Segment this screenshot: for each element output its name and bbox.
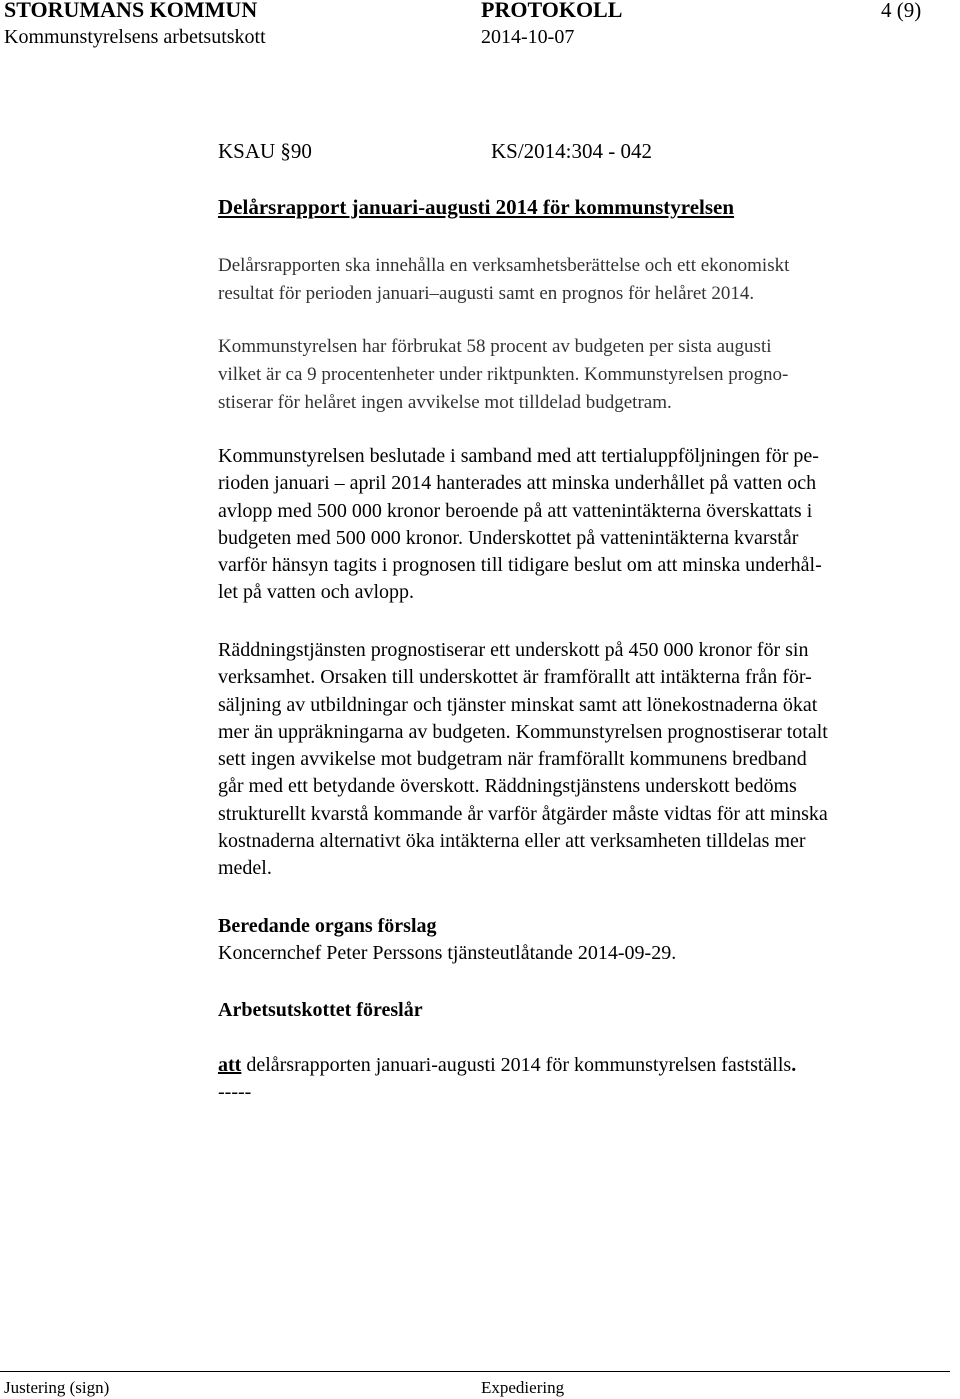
footer-signature-label: Justering (sign) [4,1378,110,1397]
text-line: vilket är ca 9 procentenheter under riktpunkten. Kommunstyrelsen progno- [218,364,789,385]
text-line: kostnaderna alternativt öka intäkterna eller att verksamheten tilldelas mer [218,830,806,853]
text-line: Räddningstjänsten prognostiserar ett underskott på 450 000 kronor för sin [218,639,809,661]
decision-text: delårsrapporten januari-augusti 2014 för kommunstyrelsen fastställs [246,1054,792,1076]
paragraph-budget-usage [218,333,953,417]
paragraph-water-maintenance [218,443,953,607]
proposal-text: Koncernchef Peter Perssons tjänsteutlåtande 2014-09-29. [218,942,677,964]
paragraph-intro [218,252,953,307]
footer-rule [0,1371,950,1372]
text-line: varför hänsyn tagits i prognosen till tidigare beslut om att minska underhål- [218,554,822,577]
committee-name: Kommunstyrelsens arbetsutskott [4,26,266,48]
case-title: Delårsrapport januari-augusti 2014 för kommunstyrelsen [218,195,735,219]
decision-heading: Arbetsutskottet föreslår [218,999,423,1021]
decision-end-mark: . [791,1054,797,1076]
diary-number: KS/2014:304 - 042 [491,139,653,163]
page-number: 4 (9) [881,0,922,22]
text-line: sett ingen avvikelse mot budgetram när framförallt kommunens bredband [218,748,807,771]
footer-dispatch-label: Expediering [481,1378,565,1397]
section-separator: ----- [218,1081,252,1103]
text-line: medel. [218,857,272,880]
text-line: Delårsrapporten ska innehålla en verksamhetsberättelse och ett ekonomiskt [218,255,790,276]
decision-line [218,1054,796,1077]
text-line: rioden januari – april 2014 hanterades att minska underhållet på vatten och [218,472,817,495]
text-line: säljning av utbildningar och tjänster minskat samt att lönekostnaderna ökat [218,693,818,716]
paragraph-rescue-service [218,637,953,883]
text-line: verksamhet. Orsaken till underskottet är framförallt att intäkterna från för- [218,666,812,689]
case-number: KSAU §90 [218,139,312,163]
att-keyword: att [218,1054,242,1076]
text-line: stiserar för helåret ingen avvikelse mot tilldelad budgetram. [218,392,672,413]
text-line: budgeten med 500 000 kronor. Underskottet på vattenintäkterna kvarstår [218,526,799,549]
document-type: PROTOKOLL [481,0,623,22]
text-line: går med ett betydande överskott. Räddningstjänstens underskott bedöms [218,775,797,798]
text-line: let på vatten och avlopp. [218,581,415,604]
meeting-date: 2014-10-07 [481,26,575,48]
text-line: Kommunstyrelsen har förbrukat 58 procent av budgeten per sista augusti [218,336,772,357]
proposal-heading: Beredande organs förslag [218,915,437,937]
text-line: strukturellt kvarstå kommande år varför åtgärder måste vidtas för att minska [218,802,828,825]
text-line: avlopp med 500 000 kronor beroende på att vattenintäkterna överskattats i [218,499,813,522]
text-line: mer än uppräkningarna av budgeten. Kommunstyrelsen prognostiserar totalt [218,720,828,743]
text-line: Kommunstyrelsen beslutade i samband med att tertialuppföljningen för pe- [218,445,819,467]
municipality-name: STORUMANS KOMMUN [4,0,258,22]
text-line: resultat för perioden januari–augusti samt en prognos för helåret 2014. [218,282,755,304]
